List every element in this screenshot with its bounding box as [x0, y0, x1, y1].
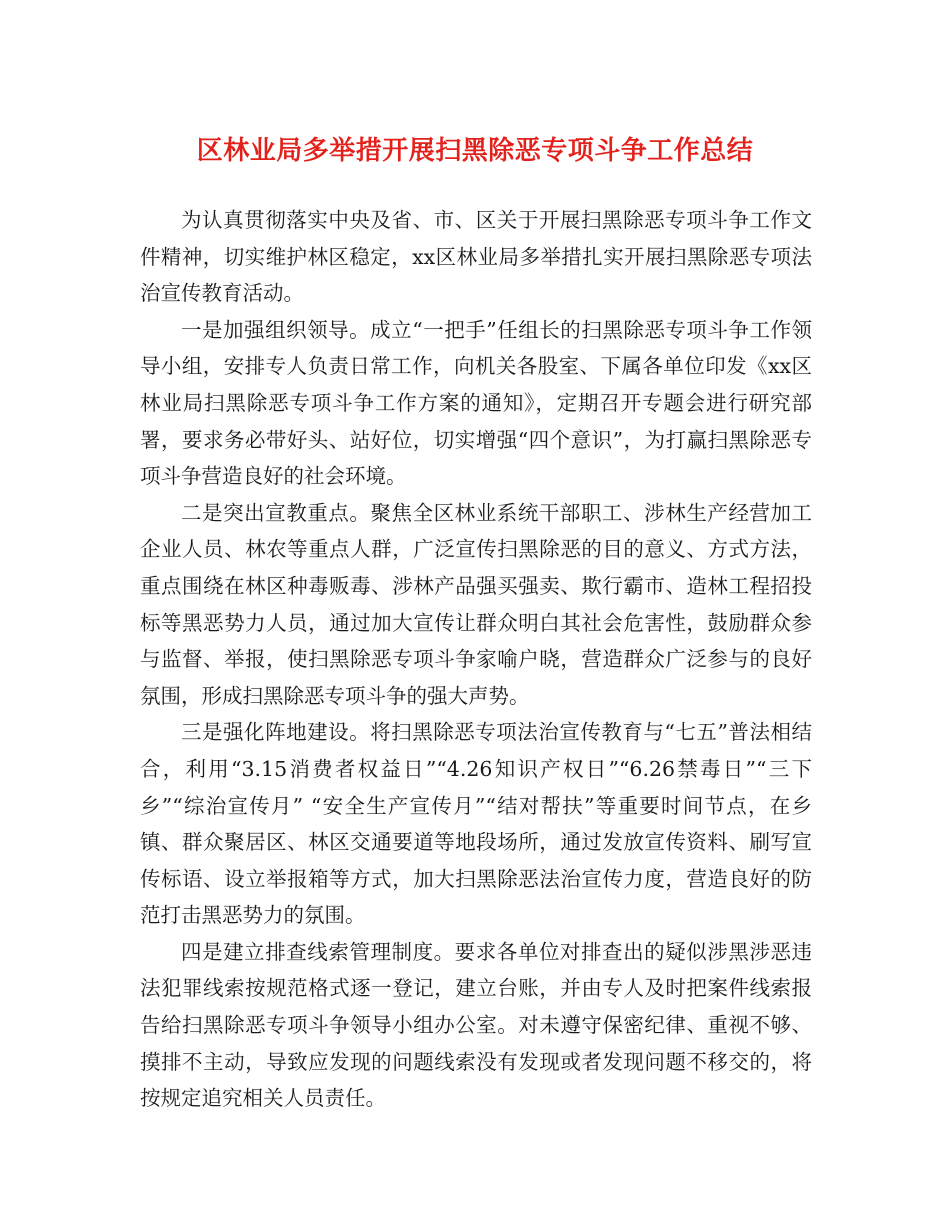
- paragraph-organization: 一是加强组织领导。成立“一把手”任组长的扫黑除恶专项斗争工作领导小组，安排专人负责日常工作，向机关各股室、下属各单位印发《xx区林业局扫黑除恶专项斗争工作方案的通知》，定期召开专题会进行研究部署，要求务必带好头、站好位，切实增强“四个意识”，为打赢扫黑除恶专项斗争营造良好的社会环境。: [140, 317, 812, 489]
- document-title: 区林业局多举措开展扫黑除恶专项斗争工作总结: [196, 136, 754, 166]
- paragraph-clue-management: 四是建立排查线索管理制度。要求各单位对排查出的疑似涉黑涉恶违法犯罪线索按规范格式逐一登记，建立台账，并由专人及时把案件线索报告给扫黑除恶专项斗争领导小组办公室。对未遵守保密纪律、重视不够、摸排不主动，导致应发现的问题线索没有发现或者发现问题不移交的，将按规定追究相关人员责任。: [140, 939, 812, 1111]
- paragraph-intro: 为认真贯彻落实中央及省、市、区关于开展扫黑除恶专项斗争工作文件精神，切实维护林区稳定，xx区林业局多举措扎实开展扫黑除恶专项法治宣传教育活动。: [140, 208, 812, 306]
- paragraph-publicity-focus: 二是突出宣教重点。聚焦全区林业系统干部职工、涉林生产经营加工企业人员、林农等重点人群，广泛宣传扫黑除恶的目的意义、方式方法，重点围绕在林区种毒贩毒、涉林产品强买强卖、欺行霸市、造林工程招投标等黑恶势力人员，通过加大宣传让群众明白其社会危害性，鼓励群众参与监督、举报，使扫黑除恶专项斗争家喻户晓，营造群众广泛参与的良好氛围，形成扫黑除恶专项斗争的强大声势。: [140, 500, 812, 708]
- paragraph-platform-building: 三是强化阵地建设。将扫黑除恶专项法治宣传教育与“七五”普法相结合，利用“3.15消费者权益日”“4.26知识产权日”“6.26禁毒日”“三下乡”“综治宣传月” “安全生产宣传月”“结对帮扶”等重要时间节点，在乡镇、群众聚居区、林区交通要道等地段场所，通过发放宣传资料、刷写宣传标语、设立举报箱等方式，加大扫黑除恶法治宣传力度，营造良好的防范打击黑恶势力的氛围。: [140, 720, 812, 928]
- document-body: [140, 202, 812, 1117]
